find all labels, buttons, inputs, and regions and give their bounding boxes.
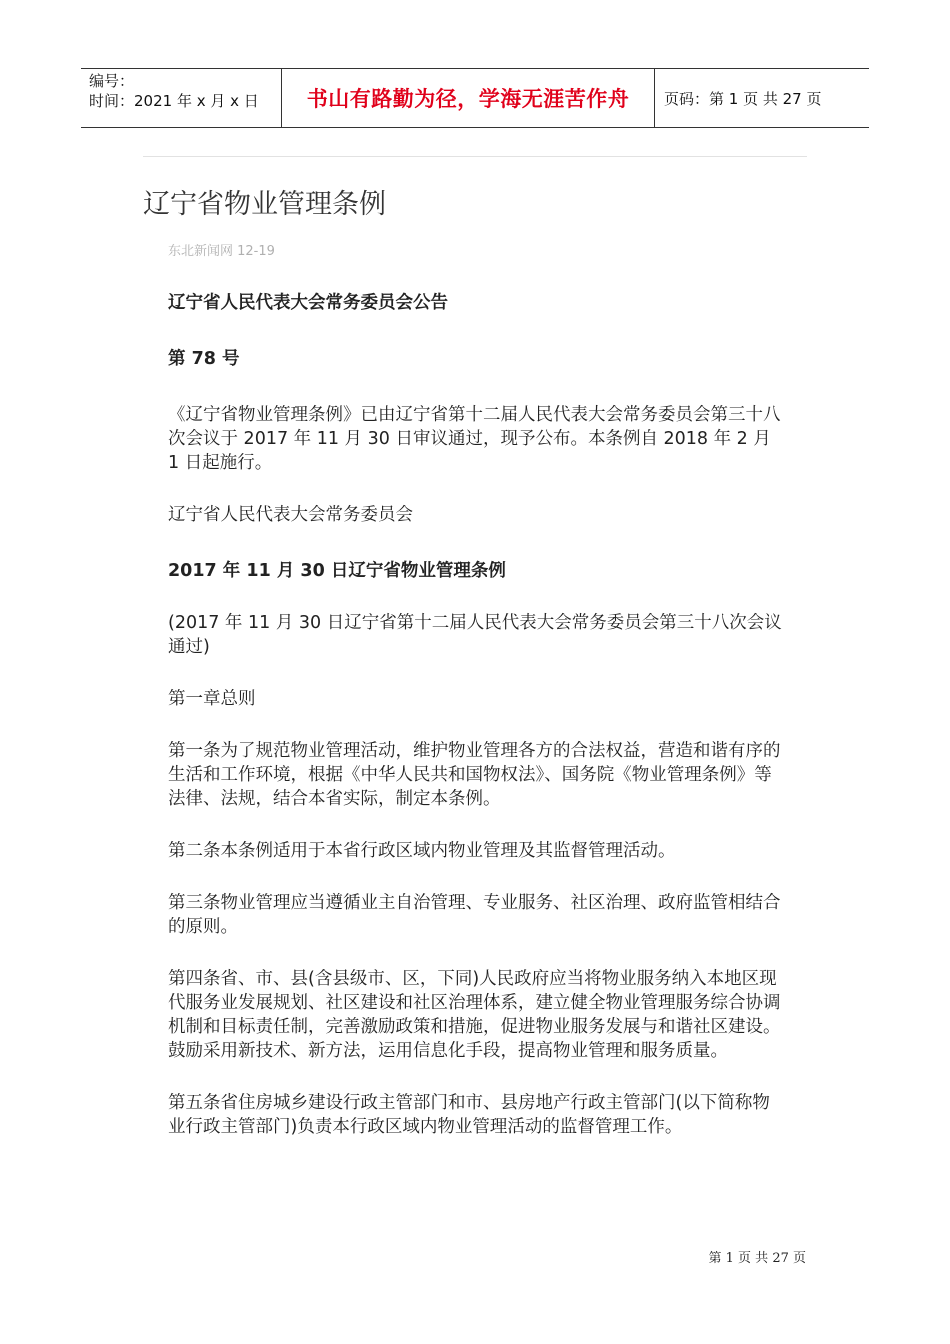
article-clause-5: 第五条省住房城乡建设行政主管部门和市、县房地产行政主管部门(以下简称物业行政主管部门)负责本行政区域内物业管理活动的监督管理工作。 <box>168 1093 770 1137</box>
article-clause-1: 第一条为了规范物业管理活动，维护物业管理各方的合法权益，营造和谐有序的生活和工作环境，根据《中华人民共和国物权法》、国务院《物业管理条例》等法律、法规，结合本省实际，制定本条例。 <box>168 741 781 809</box>
header-time-label: 时间：2021 年 x 月 x 日 <box>89 92 259 110</box>
adoption-note: (2017 年 11 月 30 日辽宁省第十二届人民代表大会常务委员会第三十八次会议通过) <box>168 613 782 657</box>
header-number-label: 编号： <box>89 72 135 90</box>
regulation-date-title: 2017 年 11 月 30 日辽宁省物业管理条例 <box>168 561 506 581</box>
article-body <box>168 291 786 1167</box>
footer-page-number: 第 1 页 共 27 页 <box>708 1251 806 1266</box>
article-source: 东北新闻网 12-19 <box>168 244 275 259</box>
article-clause-3: 第三条物业管理应当遵循业主自治管理、专业服务、社区治理、政府监管相结合的原则。 <box>168 893 781 937</box>
article-clause-4: 第四条省、市、县(含县级市、区，下同)人民政府应当将物业服务纳入本地区现代服务业发展规划、社区建设和社区治理体系，建立健全物业管理服务综合协调机制和目标责任制，完善激励政策和措施，促进物业服务发展与和谐社区建设。鼓励采用新技术、新方法，运用信息化手段，提高物业管理和服务质量。 <box>168 969 781 1061</box>
article-title: 辽宁省物业管理条例 <box>143 189 386 220</box>
issuing-committee: 辽宁省人民代表大会常务委员会 <box>168 505 413 525</box>
header-page-label: 页码：第 1 页 共 27 页 <box>664 89 822 108</box>
chapter-heading: 第一章总则 <box>168 689 256 709</box>
announcement-text: 《辽宁省物业管理条例》已由辽宁省第十二届人民代表大会常务委员会第三十八次会议于 2017 年 11 月 30 日审议通过，现予公布。本条例自 2018 年 2 月 1 日起施行。 <box>168 405 781 473</box>
header-meta <box>81 69 281 127</box>
page-header <box>81 68 869 128</box>
header-motto: 书山有路勤为径，学海无涯苦作舟 <box>281 69 655 127</box>
announcement-heading: 辽宁省人民代表大会常务委员会公告 <box>168 293 448 313</box>
announcement-number: 第 78 号 <box>168 349 240 369</box>
title-divider <box>143 156 807 157</box>
article-clause-2: 第二条本条例适用于本省行政区域内物业管理及其监督管理活动。 <box>168 841 676 861</box>
